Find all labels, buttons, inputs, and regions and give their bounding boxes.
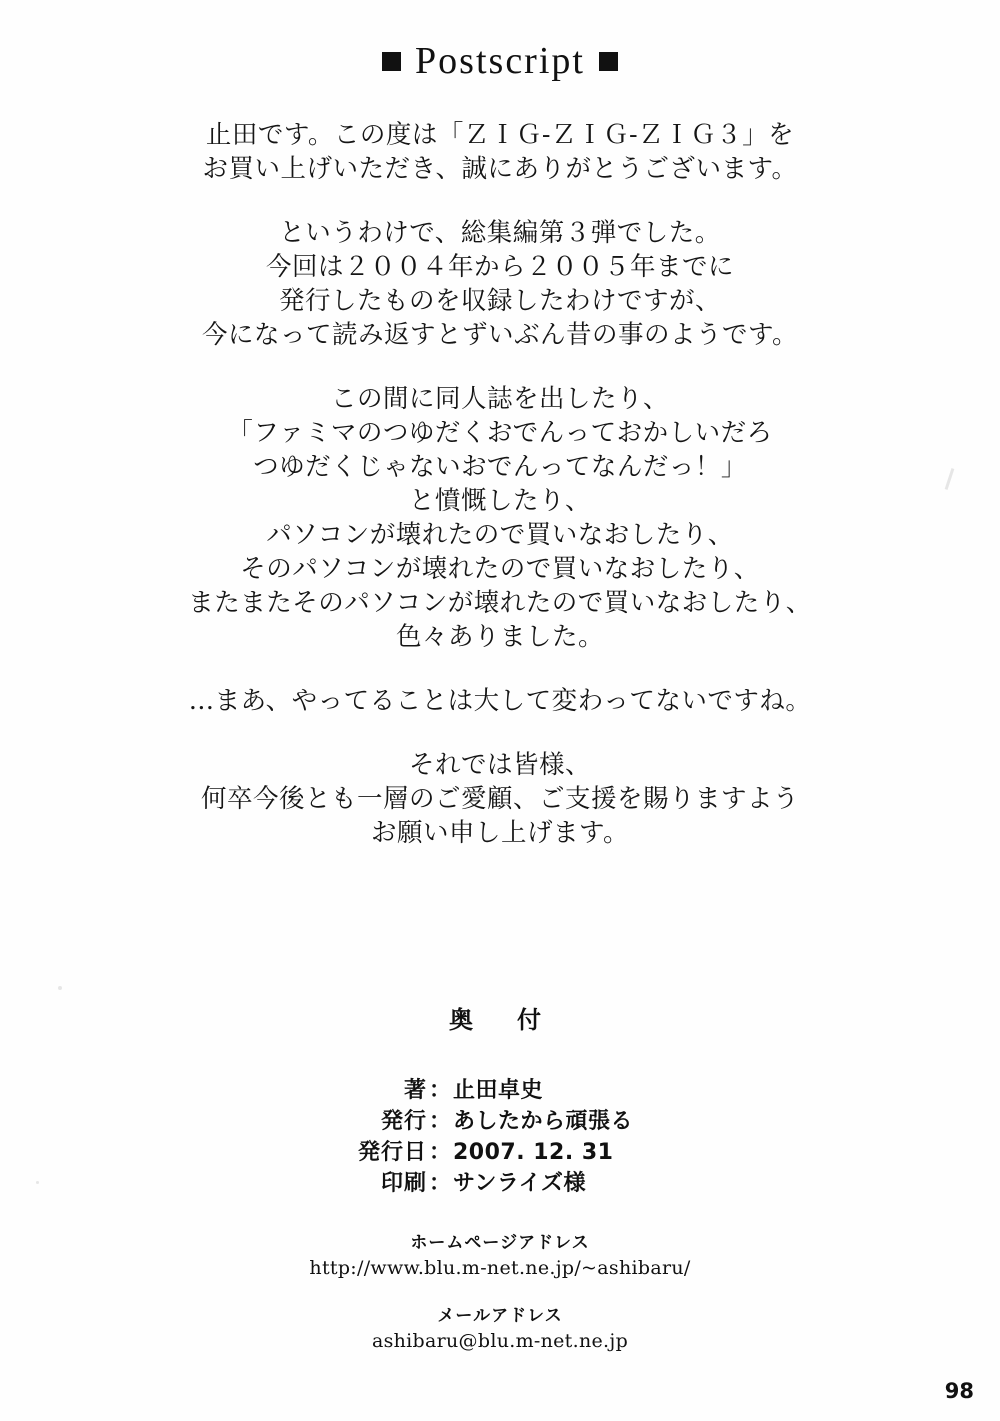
text-line: というわけで、総集編第３弾でした。 (279, 218, 721, 248)
colophon-value: サンライズ様 (453, 1171, 587, 1196)
text-line: パソコンが壊れたので買いなおしたり、 (266, 520, 734, 550)
paragraph (0, 748, 1000, 850)
page-title-text: Postscript (415, 40, 585, 82)
colophon (0, 1000, 1000, 1199)
contact-info (0, 1228, 1000, 1352)
paper-speckle (58, 986, 62, 990)
colophon-list (0, 1075, 1000, 1199)
text-line: 色々ありました。 (395, 622, 604, 652)
page-title (0, 42, 1000, 80)
email-group (0, 1301, 1000, 1352)
colophon-row (0, 1168, 1000, 1199)
colophon-label: 著 (403, 1078, 427, 1103)
colophon-separator: ： (428, 1140, 451, 1165)
colophon-row (0, 1075, 1000, 1106)
text-line: 「ファミマのつゆだくおでんっておかしいだろ (227, 418, 773, 448)
colophon-separator: ： (428, 1171, 451, 1196)
black-square-icon (382, 52, 401, 71)
text-line: 発行したものを収録したわけですが、 (278, 286, 721, 316)
colophon-label: 印刷 (380, 1171, 427, 1196)
email-heading: メールアドレス (437, 1306, 563, 1326)
colophon-label: 発行日 (357, 1140, 427, 1165)
text-line: 今になって読み返すとずいぶん昔の事のようです。 (202, 320, 798, 350)
text-line: お買い上げいただき、誠にありがとうございます。 (202, 154, 798, 184)
text-line: この間に同人誌を出したり、 (330, 384, 669, 414)
website-group (0, 1228, 1000, 1279)
black-square-icon (599, 52, 618, 71)
text-line: それでは皆様、 (408, 750, 591, 780)
colophon-separator: ： (428, 1078, 451, 1103)
colophon-title: 奥 付 (449, 1005, 551, 1034)
text-line: …まあ、やってることは大して変わってないですね。 (188, 686, 812, 716)
text-line: 今回は２００４年から２００５年までに (265, 252, 734, 282)
text-line: 止田です。この度は「ＺＩＧ-ＺＩＧ-ＺＩＧ３」を (205, 120, 795, 150)
colophon-label: 発行 (380, 1109, 427, 1134)
text-line: お願い申し上げます。 (371, 818, 629, 848)
website-heading: ホームページアドレス (410, 1233, 590, 1253)
paragraph (0, 684, 1000, 718)
email-address[interactable]: ashibaru@blu.m-net.ne.jp (371, 1330, 629, 1352)
website-url[interactable]: http://www.blu.m-net.ne.jp/~ashibaru/ (309, 1257, 691, 1279)
postscript-body (0, 118, 1000, 850)
colophon-value: 2007. 12. 31 (453, 1140, 614, 1165)
colophon-row (0, 1106, 1000, 1137)
page-number: 98 (944, 1379, 974, 1403)
colophon-value: あしたから頑張る (453, 1109, 634, 1134)
text-line: つゆだくじゃないおでんってなんだっ！」 (253, 452, 747, 482)
text-line: そのパソコンが壊れたので買いなおしたり、 (240, 554, 760, 584)
text-line: またまたそのパソコンが壊れたので買いなおしたり、 (188, 588, 812, 618)
paragraph (0, 118, 1000, 186)
text-line: 何卒今後とも一層のご愛顧、ご支援を賜りますよう (200, 784, 799, 814)
colophon-separator: ： (428, 1109, 451, 1134)
colophon-value: 止田卓史 (453, 1078, 544, 1103)
colophon-row (0, 1137, 1000, 1168)
paragraph (0, 382, 1000, 654)
text-line: と憤慨したり、 (408, 486, 591, 516)
paragraph (0, 216, 1000, 352)
